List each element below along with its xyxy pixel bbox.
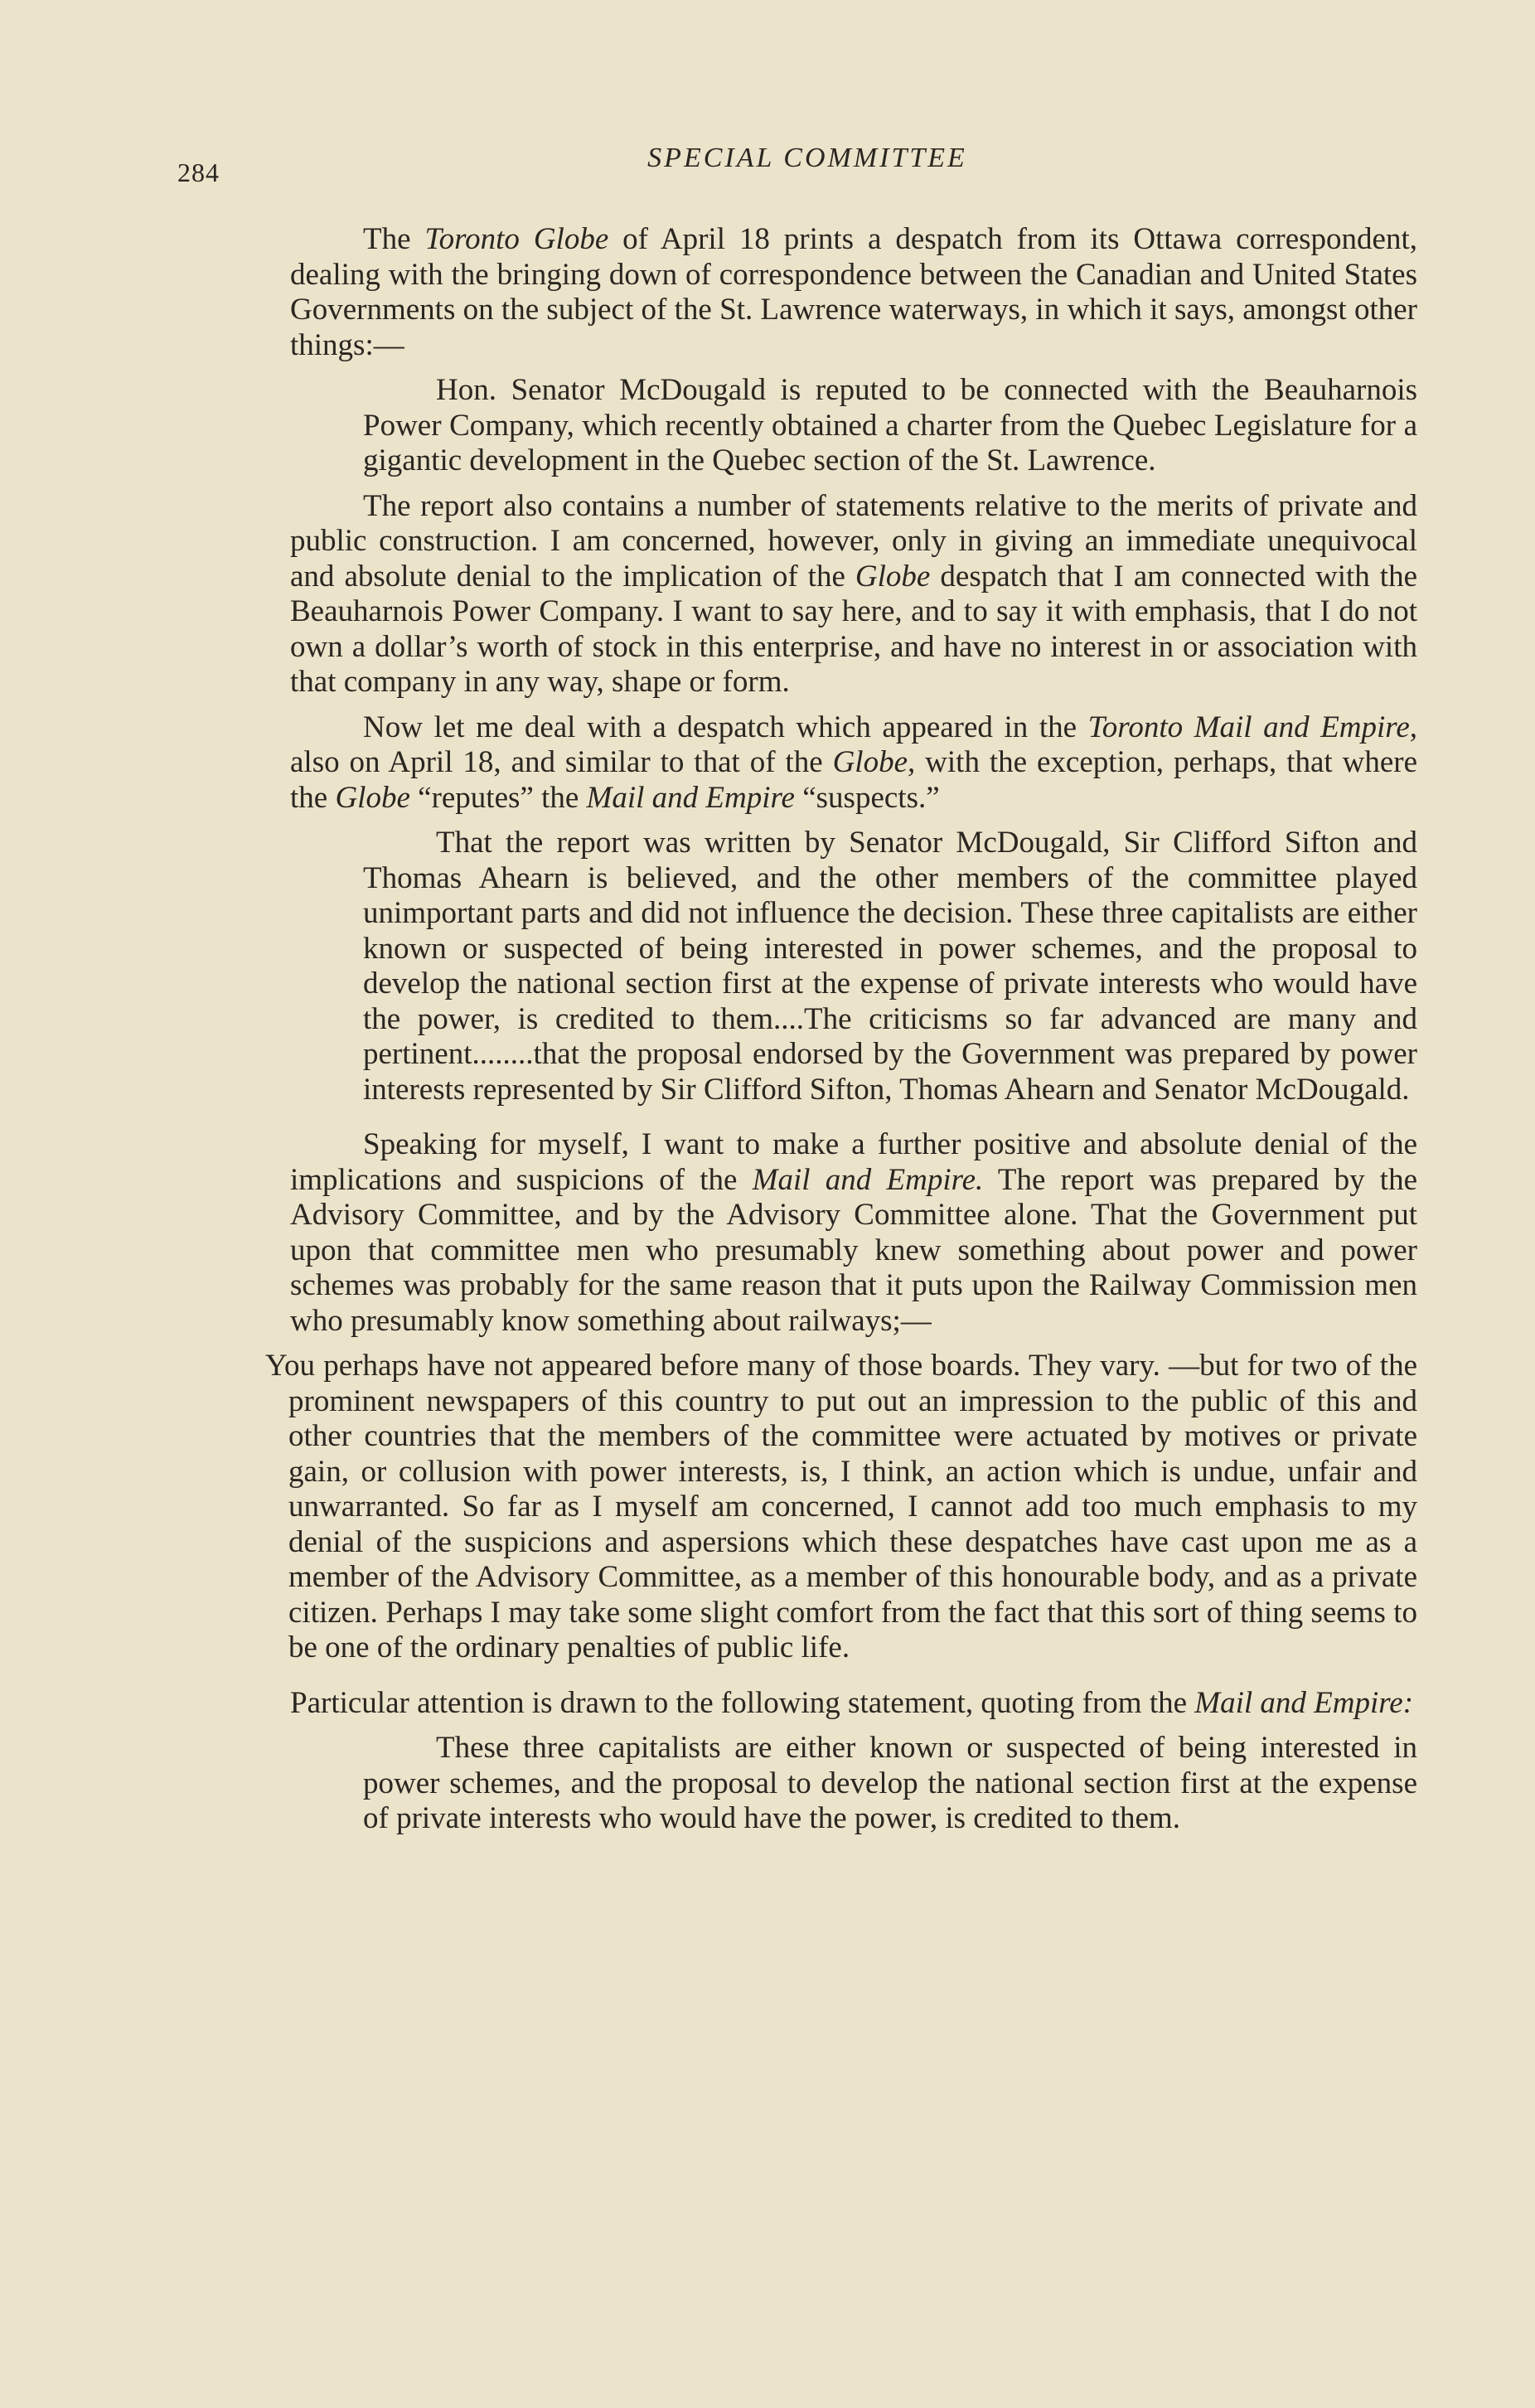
text-run: Now let me deal with a despatch which appeared in the	[363, 710, 1088, 744]
text-run: Speaking for myself, I want to make a further positive and absolute denial of the implications and suspicions of the	[290, 1127, 1417, 1197]
italic-run: Globe	[335, 780, 410, 815]
text-run: of April 18 prints a despatch from its Ottawa correspondent, dealing with the bringing down of correspondence between the Canadian and United States Governments on the subject of the St. Lawrence waterways, in which it says, amongst other things:—	[290, 222, 1417, 362]
quote-mail-empire: That the report was written by Senator McDougald, Sir Clifford Sifton and Thomas Ahearn is believed, and the other members of the committee played unimportant parts and did not influence the decision. These three capitalists are either known or suspected of being interested in power schemes, and the proposal to develop the national section first at the expense of private interests who would have the power, is credited to them....The criticisms so far advanced are many and pertinent........that the proposal endorsed by the Government was prepared by power interests represented by Sir Clifford Sifton, Thomas Ahearn and Senator McDougald.	[363, 826, 1417, 1107]
paragraph-boards: You perhaps have not appeared before many of those boards. They vary. —but for two of the prominent newspapers of this country to put out an impression to the public of this and other countries that the members of the committee were actuated by motives or private gain, or collusion with power interests, is, I think, an action which is undue, unfair and unwarranted. So far as I myself am concerned, I cannot add too much emphasis to my denial of the suspicions and aspersions which these despatches have cast upon me as a member of the Advisory Committee, as a member of this honourable body, and as a private citizen. Perhaps I may take some slight comfort from the fact that this sort of thing seems to be one of the ordinary penalties of public life.	[265, 1349, 1417, 1664]
paragraph-denial	[290, 489, 1417, 700]
italic-run: Toronto Mail and Empire,	[1087, 710, 1418, 744]
text-run: “reputes” the	[409, 780, 587, 815]
page-number: 284	[177, 157, 220, 187]
italic-run: Toronto Globe	[424, 222, 609, 256]
italic-run: Globe,	[832, 745, 916, 779]
text-run: Particular attention is drawn to the following statement, quoting from the	[290, 1685, 1195, 1720]
text-run: The	[363, 222, 425, 256]
italic-run: Mail and Empire:	[1194, 1685, 1414, 1720]
paragraph-mail-empire	[290, 710, 1417, 816]
text-run: The report was prepared by the Advisory Committee, and by the Advisory Committee alone. That the Government put upon that committee men who presumably knew something about power and power schemes was probably for the same reason that it puts upon the Railway Commission men who presumably know something about railways;—	[290, 1162, 1418, 1338]
paragraph-speaking	[290, 1127, 1417, 1339]
italic-run: Globe	[855, 559, 931, 594]
text-run: “suspects.”	[794, 780, 940, 815]
paragraph-globe-intro	[290, 222, 1417, 363]
paragraph-attention	[201, 1686, 1417, 1722]
quote-globe: Hon. Senator McDougald is reputed to be connected with the Beauharnois Power Company, which recently obtained a charter from the Quebec Legislature for a gigantic development in the Quebec section of the St. Lawrence.	[363, 373, 1417, 477]
quote-capitalists: These three capitalists are either known or suspected of being interested in power schemes, and the proposal to develop the national section first at the expense of private interests who would have the power, is credited to them.	[363, 1731, 1417, 1835]
italic-run: Mail and Empire	[586, 780, 795, 815]
page-body	[265, 222, 1418, 1837]
running-title: SPECIAL COMMITTEE	[647, 143, 967, 173]
italic-run: Mail and Empire.	[752, 1162, 984, 1197]
text-run: with the exception, perhaps, that where the	[290, 745, 1417, 815]
text-run: despatch that I am connected with the Beauharnois Power Company. I want to say here, and to say it with emphasis, that I do not own a dollar’s worth of stock in this enterprise, and have no interest in or association with that company in any way, shape or form.	[290, 559, 1417, 699]
page-header	[177, 143, 1437, 192]
text-run: also on April 18, and similar to that of the	[290, 745, 833, 779]
text-run: The report also contains a number of statements relative to the merits of private and public construction. I am concerned, however, only in giving an immediate unequivocal and absolute denial to the implication of the	[290, 488, 1417, 594]
